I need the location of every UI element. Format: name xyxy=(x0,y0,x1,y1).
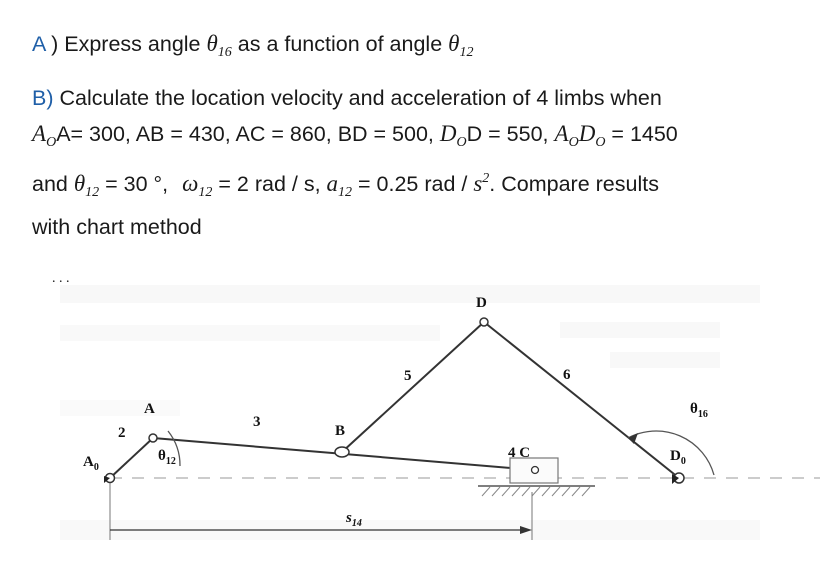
label-theta12: $\theta_{12}$ xyxy=(158,448,176,467)
label-d0: $D_0$ xyxy=(670,448,686,467)
label-link-2: 2 xyxy=(118,425,126,441)
omega12-symbol: $\omega_{12}$ xyxy=(182,170,213,200)
conditions-text-2: = 30 °, xyxy=(99,171,169,196)
theta16-arrow xyxy=(628,433,638,444)
conditions-text-5: . Compare results xyxy=(489,171,659,196)
theta12-symbol: $\theta_{12}$ xyxy=(448,31,474,60)
mechanism-links xyxy=(110,322,714,478)
ground-hatch xyxy=(482,487,590,496)
part-b-line-4 xyxy=(32,210,822,246)
alpha12-symbol: $a_{12}$ xyxy=(326,170,353,200)
link-2 xyxy=(110,438,153,478)
conditions-text-1: and xyxy=(32,171,74,196)
joint-b xyxy=(335,447,349,457)
problem-statement xyxy=(32,26,822,246)
dimensions-text-3: = 1450 xyxy=(605,122,678,146)
link-5 xyxy=(342,322,484,452)
part-a-text: ) Express angle xyxy=(45,32,207,56)
label-link-6: 6 xyxy=(563,367,571,383)
joint-d xyxy=(480,318,488,326)
label-c: 4 C xyxy=(508,445,531,461)
label-d: D xyxy=(476,295,487,311)
background-texture xyxy=(60,285,760,540)
dimensions-text-2: D = 550, xyxy=(466,122,555,146)
mechanism-figure xyxy=(0,260,836,582)
theta16-symbol: $\theta_{16}$ xyxy=(206,31,232,60)
s-squared-symbol: $s^2$ xyxy=(473,170,490,196)
label-b: B xyxy=(335,423,346,439)
joint-c xyxy=(532,467,539,474)
part-a-label: A xyxy=(32,32,46,56)
a0-symbol: $A_O$ xyxy=(32,121,57,150)
part-b-line-2 xyxy=(32,116,822,161)
part-a-line xyxy=(32,26,822,71)
label-theta16: $\theta_{16}$ xyxy=(690,401,708,420)
a0d0-symbol: $A_OD_O$ xyxy=(554,121,606,150)
label-link-3: 3 xyxy=(253,414,261,430)
part-b-line-1 xyxy=(32,81,822,117)
part-b-text-1: Calculate the location velocity and acceleration of 4 limbs when xyxy=(53,85,662,110)
conditions-text-6: with chart method xyxy=(32,215,202,239)
label-s14: $s_{14}$ xyxy=(346,510,362,529)
joint-a xyxy=(149,434,157,442)
dimensions-text-1: A= 300, AB = 430, AC = 860, BD = 500, xyxy=(56,122,440,146)
stray-dots: . . . xyxy=(52,271,70,286)
label-a: A xyxy=(144,401,155,417)
d0-symbol: $D_O$ xyxy=(439,121,467,150)
label-a0: $A_0$ xyxy=(83,454,99,473)
label-link-5: 5 xyxy=(404,368,412,384)
theta12-symbol-b: $\theta_{12}$ xyxy=(73,170,100,200)
conditions-text-4: = 0.25 rad / xyxy=(352,171,474,196)
part-b-line-3 xyxy=(32,161,822,211)
part-b-label: B) xyxy=(32,85,54,110)
part-a-text-2: as a function of angle xyxy=(231,32,449,56)
conditions-text-3: = 2 rad / s, xyxy=(212,171,327,196)
